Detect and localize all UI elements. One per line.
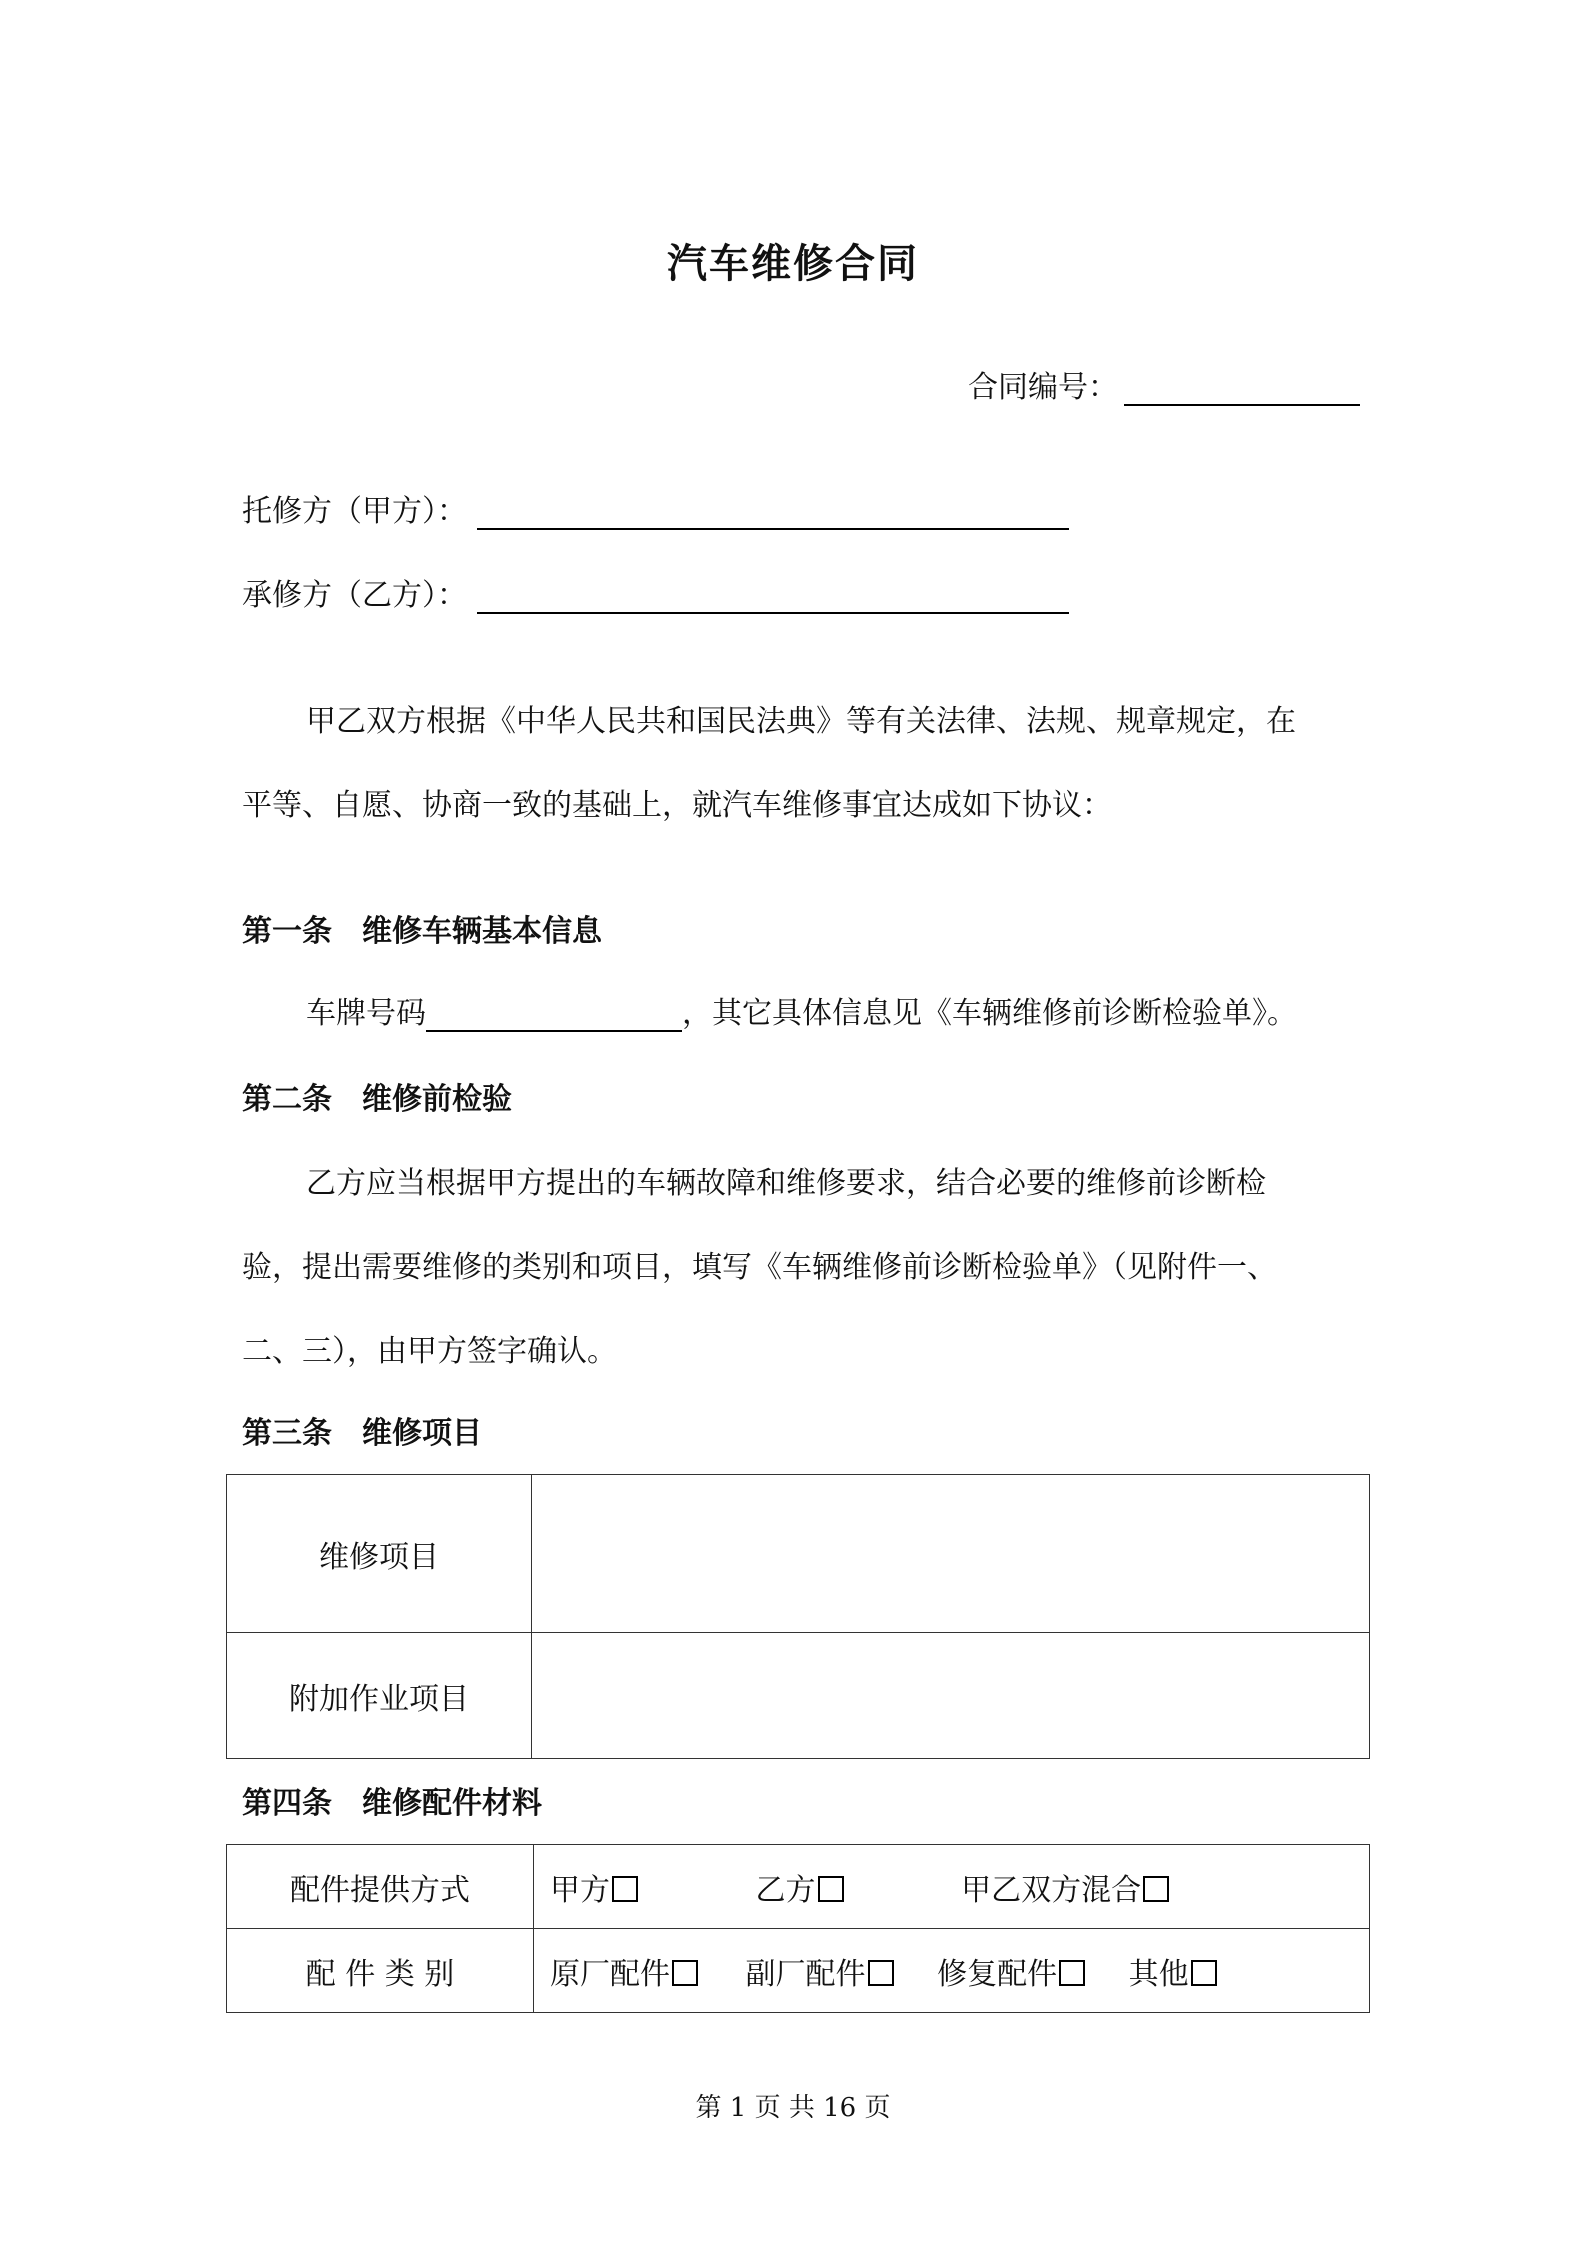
document-title: 汽车维修合同	[667, 241, 919, 287]
article-2-line-3: 二、三），由甲方签字确认。	[242, 1334, 617, 1369]
checkbox-icon[interactable]	[818, 1876, 844, 1902]
category-option-repaired-label: 修复配件	[937, 1956, 1058, 1992]
checkbox-icon[interactable]	[1143, 1876, 1169, 1902]
repair-items-label: 维修项目	[227, 1475, 532, 1633]
intro-line-2: 平等、自愿、协商一致的基础上，就汽车维修事宜达成如下协议：	[242, 788, 1112, 823]
supply-option-party-b[interactable]	[756, 1865, 844, 1909]
party-a-blank[interactable]	[477, 488, 1069, 530]
article-2-heading: 第二条 维修前检验	[242, 1082, 512, 1117]
checkbox-icon[interactable]	[1191, 1960, 1217, 1986]
party-b-blank[interactable]	[477, 572, 1069, 614]
category-option-other[interactable]	[1129, 1949, 1217, 1993]
article-2-line-2: 验，提出需要维修的类别和项目，填写《车辆维修前诊断检验单》（见附件一、	[242, 1250, 1277, 1285]
additional-items-label: 附加作业项目	[227, 1633, 532, 1759]
parts-category-options	[534, 1929, 1370, 2013]
category-option-aftermarket-label: 副厂配件	[745, 1956, 866, 1992]
supply-option-mixed[interactable]	[961, 1865, 1169, 1909]
article-3-heading: 第三条 维修项目	[242, 1416, 482, 1451]
checkbox-icon[interactable]	[612, 1876, 638, 1902]
category-option-oem-label: 原厂配件	[550, 1956, 670, 1992]
contract-number-label: 合同编号：	[968, 370, 1118, 405]
checkbox-icon[interactable]	[672, 1960, 698, 1986]
repair-items-table	[226, 1474, 1370, 1759]
checkbox-icon[interactable]	[1059, 1960, 1085, 1986]
supply-option-mixed-label: 甲乙双方混合	[961, 1872, 1142, 1908]
article-1-body	[306, 988, 1297, 1032]
plate-number-label: 车牌号码	[306, 996, 426, 1031]
category-option-aftermarket[interactable]	[746, 1949, 894, 1993]
checkbox-icon[interactable]	[868, 1960, 894, 1986]
party-a-line	[242, 486, 1069, 530]
contract-number-line	[968, 362, 1360, 406]
additional-items-cell[interactable]	[532, 1633, 1370, 1759]
article-1-suffix: ，其它具体信息见《车辆维修前诊断检验单》。	[682, 996, 1297, 1031]
parts-table	[226, 1844, 1370, 2013]
supply-option-party-b-label: 乙方	[755, 1872, 816, 1908]
party-b-label: 承修方（乙方）：	[242, 578, 467, 613]
category-option-oem[interactable]	[550, 1957, 698, 1992]
supply-option-party-a-label: 甲方	[550, 1872, 610, 1908]
supply-option-party-a[interactable]	[550, 1873, 638, 1908]
parts-category-label: 配 件 类 别	[227, 1929, 534, 2013]
party-b-line	[242, 570, 1069, 614]
intro-line-1: 甲乙双方根据《中华人民共和国民法典》等有关法律、法规、规章规定，在	[306, 704, 1296, 739]
article-2-line-1: 乙方应当根据甲方提出的车辆故障和维修要求，结合必要的维修前诊断检	[306, 1166, 1266, 1201]
party-a-label: 托修方（甲方）：	[242, 494, 467, 529]
contract-number-blank[interactable]	[1124, 370, 1360, 406]
plate-number-blank[interactable]	[426, 992, 682, 1032]
article-4-heading: 第四条 维修配件材料	[242, 1786, 542, 1821]
article-1-heading: 第一条 维修车辆基本信息	[242, 914, 602, 949]
supply-method-label: 配件提供方式	[227, 1845, 534, 1929]
page-footer: 第 1 页 共 16 页	[695, 2093, 891, 2123]
repair-items-cell[interactable]	[532, 1475, 1370, 1633]
supply-method-options	[534, 1845, 1370, 1929]
category-option-repaired[interactable]	[937, 1949, 1085, 1993]
category-option-other-label: 其他	[1128, 1956, 1189, 1992]
